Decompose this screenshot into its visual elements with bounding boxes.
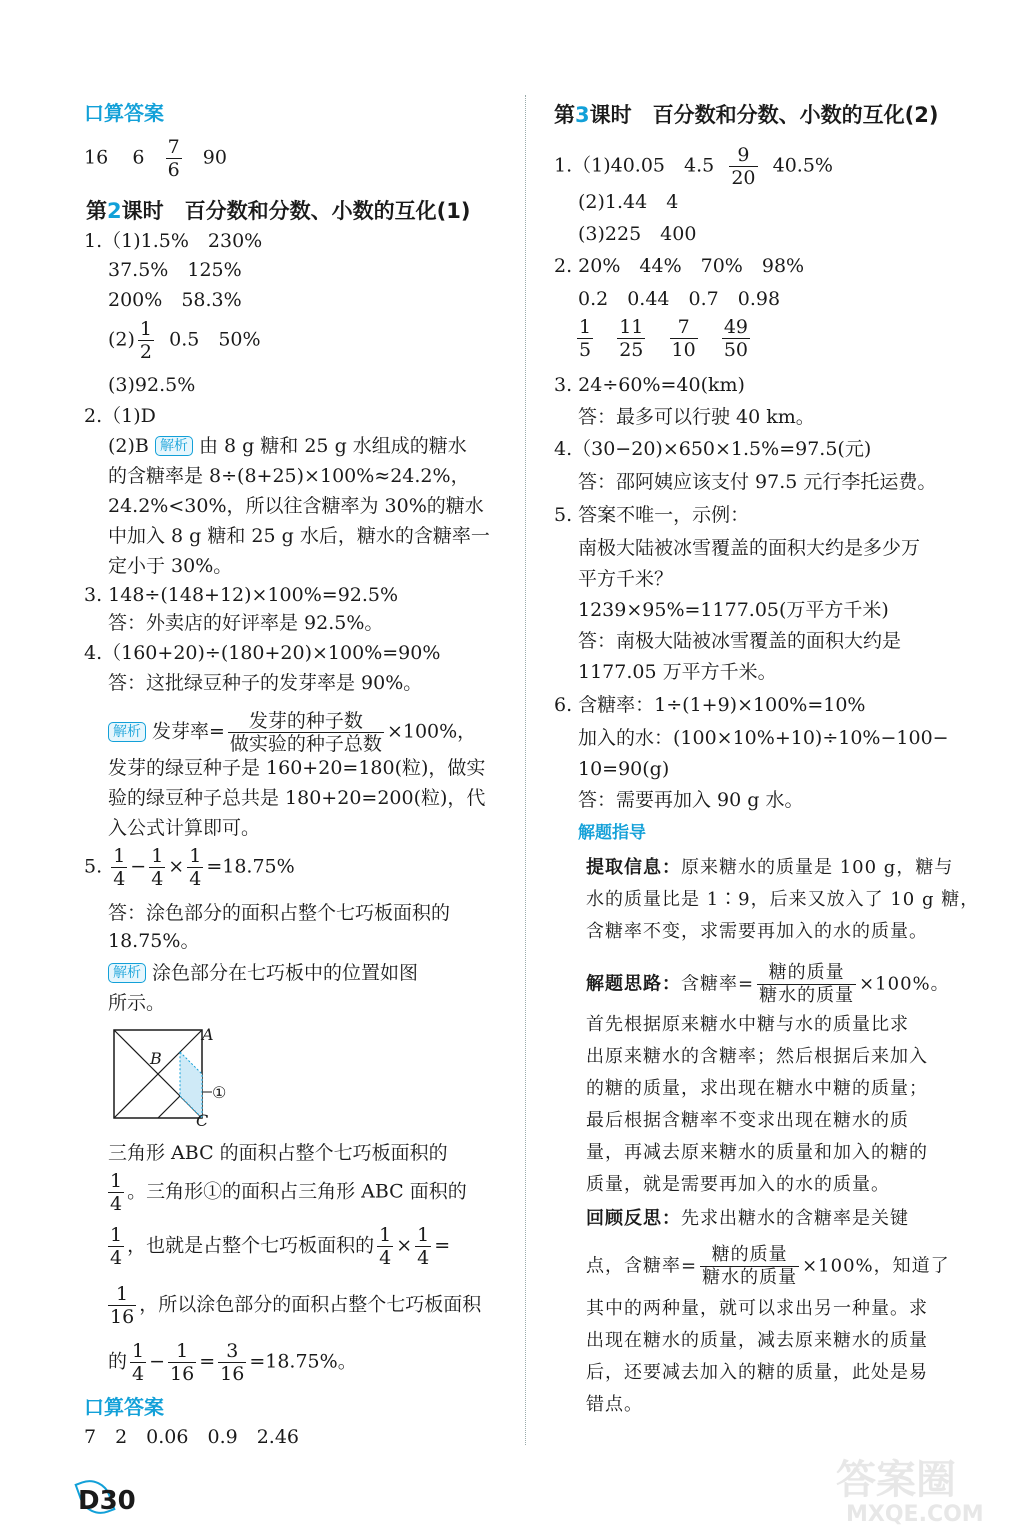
q2-line-3: 的含糖率是 8÷(8+25)×100%≈24.2%， xyxy=(108,465,470,487)
fig-label-b: B xyxy=(150,1049,162,1068)
q5-line-8: $\frac{1}{4}$ ，也就是占整个七巧板面积的 $\frac{1}{4}$ × $\frac{1}{4}$ = xyxy=(110,1224,451,1269)
q5-line-10: 的 $\frac{1}{4}$ − $\frac{1}{16}$ = $\frac{3}{16}$ =18.75%。 xyxy=(108,1340,357,1385)
analysis-tag: 解析 xyxy=(155,436,193,456)
fig-label-a: A xyxy=(202,1025,214,1044)
r4-line-1: 4.（30−20)×650×1.5%=97.5(元) xyxy=(554,438,872,460)
r2-line-1: 2. 20% 44% 70% 98% xyxy=(554,255,805,277)
q5-line-7: $\frac{1}{4}$ 。三角形①的面积占三角形 ABC 面积的 xyxy=(110,1170,467,1215)
solution-guide-heading: 解题指导 xyxy=(578,823,646,843)
oral-answers-2: 7 2 0.06 0.9 2.46 xyxy=(84,1426,300,1448)
guide-3-line-5: 后，还要减去加入的糖的质量，此处是易 xyxy=(586,1362,928,1383)
q1-line-1: 1.（1)1.5% 230% xyxy=(84,230,263,252)
q4-line-5: 验的绿豆种子总共是 180+20=200(粒)，代 xyxy=(108,787,486,809)
r6-line-4: 答：需要再加入 90 g 水。 xyxy=(578,789,804,811)
guide-2-line-4: 的糖的质量，求出现在糖水中糖的质量； xyxy=(586,1078,928,1099)
guide-3-line-3: 其中的两种量，就可以求出另一种量。求 xyxy=(586,1298,928,1319)
guide-2-line-3: 出原来糖水的含糖率；然后根据后来加入 xyxy=(586,1046,928,1067)
q1-line-2: 37.5% 125% xyxy=(108,259,242,281)
guide-2-line-2: 首先根据原来糖水中糖与水的质量比求 xyxy=(586,1014,909,1035)
guide-3-line-4: 出现在糖水的质量，减去原来糖水的质量 xyxy=(586,1330,928,1351)
q2-line-4: 24.2%<30%，所以往含糖率为 30%的糖水 xyxy=(108,495,484,517)
q3-line-2: 答：外卖店的好评率是 92.5%。 xyxy=(108,612,384,634)
guide-2-line-7: 质量，就是需要再加入的水的质量。 xyxy=(586,1174,890,1195)
q4-line-4: 发芽的绿豆种子是 160+20=180(粒)，做实 xyxy=(108,757,486,779)
r5-line-3: 平方千米？ xyxy=(578,568,674,590)
q5-line-2: 答：涂色部分的面积占整个七巧板面积的 xyxy=(108,902,451,924)
oral-answer-heading-2: 口算答案 xyxy=(84,1395,164,1419)
guide-2-line-6: 量，再减去原来糖水的质量和加入的糖的 xyxy=(586,1142,928,1163)
guide-1-line-2: 水的质量比是 1∶9，后来又放入了 10 g 糖， xyxy=(586,889,980,910)
r5-line-5: 答：南极大陆被冰雪覆盖的面积大约是 xyxy=(578,630,902,652)
q5-line-5: 所示。 xyxy=(108,992,166,1014)
r4-line-2: 答：邵阿姨应该支付 97.5 元行李托运费。 xyxy=(578,471,937,493)
q1-line-3: 200% 58.3% xyxy=(108,289,242,311)
watermark-url: MXQE.COM xyxy=(846,1502,984,1527)
q2-line-1: 2.（1)D xyxy=(84,405,156,427)
r1-line-1: 1.（1)40.05 4.5 $\frac{9}{20}$ 40.5% xyxy=(554,144,833,189)
q5-line-6: 三角形 ABC 的面积占整个七巧板面积的 xyxy=(108,1142,448,1164)
q1-line-5: (3)92.5% xyxy=(108,374,196,396)
r3-line-2: 答：最多可以行驶 40 km。 xyxy=(578,406,815,428)
oral-answers-1: 16 6 $\frac{7}{6}$ 90 xyxy=(84,136,227,181)
r2-line-2: 0.2 0.44 0.7 0.98 xyxy=(578,288,781,310)
lesson-2-title: 第2课时 百分数和分数、小数的互化(1) xyxy=(86,199,471,223)
analysis-tag: 解析 xyxy=(108,963,146,983)
q2-line-2: (2)B 解析 由 8 g 糖和 25 g 水组成的糖水 xyxy=(108,435,467,457)
r5-line-2: 南极大陆被冰雪覆盖的面积大约是多少万 xyxy=(578,537,921,559)
r5-line-1: 5. 答案不唯一，示例： xyxy=(554,504,750,526)
q2-line-6: 定小于 30%。 xyxy=(108,555,233,577)
oral-answer-heading-1: 口算答案 xyxy=(84,101,164,125)
page-number: D30 xyxy=(78,1486,136,1516)
q4-formula: 解析 发芽率= $\frac{\text{发芽的种子数}}{\text{做实验的种子总数}}$ ×100%， xyxy=(108,710,476,755)
q2-line-5: 中加入 8 g 糖和 25 g 水后，糖水的含糖率一 xyxy=(108,525,490,547)
r2-fractions: $\frac{1}{5}$ $\frac{11}{25}$ $\frac{7}{10}$ $\frac{49}{50}$ xyxy=(579,316,749,361)
guide-3-line-2: 点，含糖率= $\frac{\text{糖的质量}}{\text{糖水的质量}}$ ×100%，知道了 xyxy=(586,1244,950,1288)
q4-line-1: 4.（160+20)÷(180+20)×100%=90% xyxy=(84,642,441,664)
lesson-3-title: 第3课时 百分数和分数、小数的互化(2) xyxy=(554,103,939,127)
guide-1-line-1: 提取信息：原来糖水的质量是 100 g，糖与 xyxy=(586,857,954,878)
r5-line-4: 1239×95%=1177.05(万平方千米) xyxy=(578,599,889,621)
guide-2-line-5: 最后根据含糖率不变求出现在糖水的质 xyxy=(586,1110,909,1131)
q5-line-4: 解析 涂色部分在七巧板中的位置如图 xyxy=(108,960,418,986)
r5-line-6: 1177.05 万平方千米。 xyxy=(578,661,777,683)
column-divider xyxy=(525,95,526,1445)
q5-equation: 5. $\frac{1}{4}$ − $\frac{1}{4}$ × $\frac{1}{4}$ =18.75% xyxy=(84,845,295,890)
q1-line-4: (2) $\frac{1}{2}$ 0.5 50% xyxy=(108,318,261,363)
r1-line-2: (2)1.44 4 xyxy=(578,191,679,213)
q4-line-2: 答：这批绿豆种子的发芽率是 90%。 xyxy=(108,672,423,694)
guide-3-line-1: 回顾反思：先求出糖水的含糖率是关键 xyxy=(586,1208,909,1229)
tangram-figure xyxy=(108,1024,238,1134)
r3-line-1: 3. 24÷60%=40(km) xyxy=(554,374,745,396)
q5-line-9: $\frac{1}{16}$ ，所以涂色部分的面积占整个七巧板面积 xyxy=(110,1283,482,1328)
fig-label-1: ① xyxy=(212,1083,227,1102)
guide-2-line-1: 解题思路：含糖率= $\frac{\text{糖的质量}}{\text{糖水的质量}}$ ×100%。 xyxy=(586,962,950,1006)
q5-line-3: 18.75%。 xyxy=(108,930,200,952)
fraction: $\frac{7}{6}$ xyxy=(167,136,180,181)
r1-line-3: (3)225 400 xyxy=(578,223,697,245)
r6-line-2: 加入的水：(100×10%+10)÷10%−100− xyxy=(578,727,949,749)
r6-line-1: 6. 含糖率：1÷(1+9)×100%=10% xyxy=(554,694,866,716)
fig-label-c: C xyxy=(196,1111,209,1130)
guide-3-line-6: 错点。 xyxy=(586,1394,643,1415)
q3-line-1: 3. 148÷(148+12)×100%=92.5% xyxy=(84,584,399,606)
analysis-tag: 解析 xyxy=(108,722,146,742)
r6-line-3: 10=90(g) xyxy=(578,758,670,780)
q4-line-6: 入公式计算即可。 xyxy=(108,817,261,839)
guide-1-line-3: 含糖率不变，求需要再加入的水的质量。 xyxy=(586,921,928,942)
watermark-logo: 答案圈 xyxy=(836,1457,956,1503)
